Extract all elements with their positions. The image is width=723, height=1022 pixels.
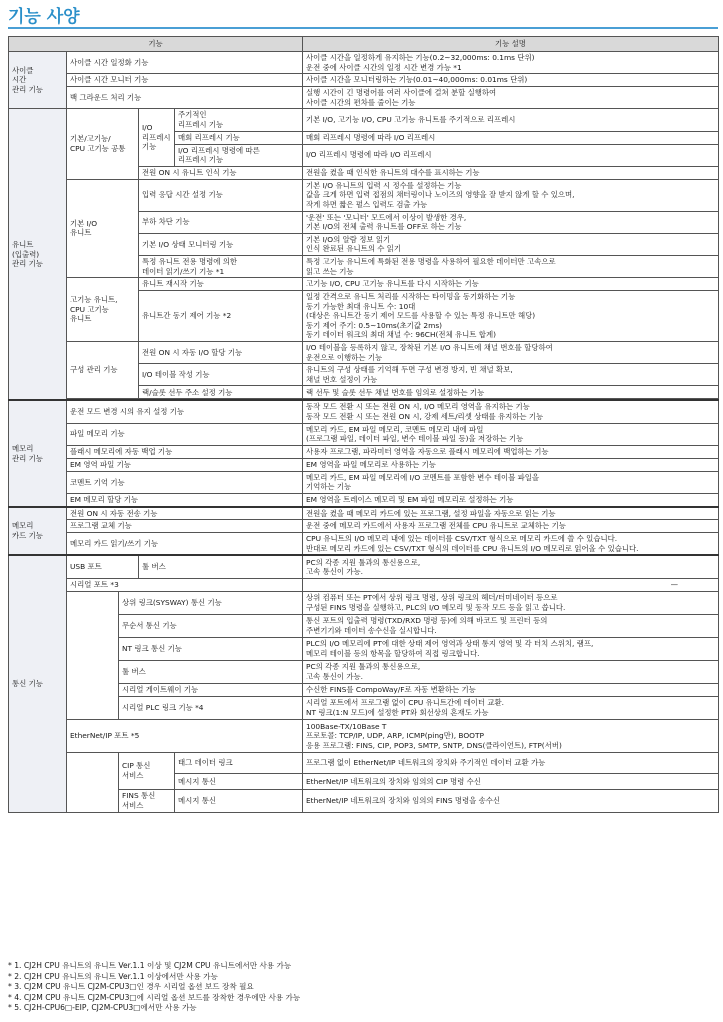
function-desc: 시리얼 포트에서 프로그램 없이 CPU 유니트간에 데이터 교환. NT 링크(1:N 모드)에 설정한 PT와 회선상의 혼재도 가능	[303, 696, 719, 719]
function-desc: '운전' 또는 '모니터' 모드에서 이상이 발생한 경우, 기본 I/O의 전체 출력 유니트를 OFF로 하는 기능	[303, 211, 719, 233]
table-header-row	[9, 37, 719, 52]
function-desc: 기본 I/O 유니트의 입력 시 정수를 설정하는 기능 값을 크게 하면 입력 접점의 채터링이나 노이즈의 영향을 잘 받지 않게 할 수 있으며, 작게 하면 짧은 펄스 입력도 검출 가능	[303, 179, 719, 211]
function-label: 태그 데이터 링크	[175, 752, 303, 773]
table-row	[9, 555, 719, 578]
function-desc: 고기능 I/O, CPU 고기능 유니트를 다시 시작하는 기능	[303, 278, 719, 291]
table-row	[9, 109, 719, 131]
function-desc: PLC의 I/O 메모리에 PT에 대한 상태 제어 영역과 상태 통지 영역 및 각 터치 스위치, 램프, 메모리 테이블 등의 항목을 할당하여 직접 링크합니다.	[303, 637, 719, 660]
function-label: 사이클 시간 일정화 기능	[67, 52, 303, 74]
function-label: 코멘트 기억 기능	[67, 471, 303, 493]
function-label: NT 링크 통신 기능	[119, 637, 303, 660]
function-label: 부하 차단 기능	[139, 211, 303, 233]
table-row	[9, 342, 719, 364]
function-sublabel: 툴 버스	[139, 555, 303, 578]
title-underline	[8, 27, 718, 29]
function-desc: 상위 컴퓨터 또는 PT에서 상위 링크 명령, 상위 링크의 헤더/터미네이터 등으로 구성된 FINS 명령을 실행하고, PLC의 I/O 메모리 및 동작 모드 등을 읽고 씁니다.	[303, 591, 719, 614]
function-desc: 전원을 켰을 때 메모리 카드에 있는 프로그램, 설정 파일을 자동으로 읽는 기능	[303, 507, 719, 520]
function-desc: EM 영역을 트레이스 메모리 및 EM 파일 메모리로 설정하는 기능	[303, 494, 719, 507]
function-desc: CPU 유니트의 I/O 메모리 내에 있는 데이터를 CSV/TXT 형식으로 메모리 카드에 쓸 수 있습니다. 반대로 메모리 카드에 있는 CSV/TXT 형식의 데이터를 CPU 유니트의 I/O 메모리로 읽어올 수 있습니다.	[303, 533, 719, 556]
function-label: 시리얼 PLC 링크 기능 *4	[119, 696, 303, 719]
function-label: 파일 메모리 기능	[67, 423, 303, 445]
function-label: 시리얼 게이트웨이 기능	[119, 683, 303, 696]
function-desc: 메모리 카드, EM 파일 메모리, 코멘트 메모리 내에 파일 (프로그램 파일, 데이터 파일, 변수 테이블 파일 등)을 저장하는 기능	[303, 423, 719, 445]
function-desc: 매회 리프레시 명령에 따라 I/O 리프레시	[303, 131, 719, 144]
function-desc: 기본 I/O의 알람 정보 읽기 인식 완료된 유니트의 수 읽기	[303, 233, 719, 255]
table-row	[9, 578, 719, 591]
function-desc: 전원을 켰을 때 인식한 유니트의 대수를 표시하는 기능	[303, 166, 719, 179]
function-spec-table	[8, 36, 719, 813]
function-desc: PC의 각종 지원 툴과의 통신용으로, 고속 통신이 가능.	[303, 660, 719, 683]
function-desc: 100Base-TX/10Base T 프로토콜: TCP/IP, UDP, ARP, ICMP(ping만), BOOTP 응용 프로그램: FINS, CIP, POP3, SMTP, SNTP, DNS(클라이언트), FTP(서버)	[303, 719, 719, 752]
function-label: 상위 링크(SYSWAY) 통신 기능	[119, 591, 303, 614]
table-row	[9, 533, 719, 556]
footnotes	[8, 961, 718, 1014]
function-label: EM 영역 파일 기능	[67, 458, 303, 471]
function-desc: 랙 선두 및 슬롯 선두 채널 번호를 임의로 설정하는 기능	[303, 386, 719, 399]
table-row	[9, 74, 719, 87]
function-label: 기본 I/O 상태 모니터링 기능	[139, 233, 303, 255]
function-desc: 일정 간격으로 유니트 처리를 시작하는 타이밍을 동기화하는 기능 동기 가능한 최대 유니트 수: 10대 (대상은 유니트간 동기 제어 모드를 사용할 수 있는 특정 유니트만 해당) 동기 제어 주기: 0.5~10ms(초기값 2ms) 동기 데이터 워크의 최대 채널 수: 96CH(전체 유니트 합계)	[303, 291, 719, 342]
subcategory-basic-io: 기본 I/O 유니트	[67, 179, 139, 277]
table-row	[9, 507, 719, 520]
subcategory-config: 구성 관리 기능	[67, 342, 139, 399]
footnote: * 3. CJ2M CPU 유니트 CJ2M-CPU3□인 경우 시리얼 옵션 보드 장착 필요	[8, 982, 254, 991]
indent-cell	[67, 752, 119, 812]
function-label: 프로그램 교체 기능	[67, 520, 303, 533]
header-description: 기능 설명	[303, 37, 719, 52]
function-label: 전원 ON 시 자동 전송 기능	[67, 507, 303, 520]
table-row	[9, 445, 719, 458]
indent-cell	[67, 591, 119, 719]
subcategory-special: 고기능 유니트, CPU 고기능 유니트	[67, 278, 139, 342]
table-row	[9, 520, 719, 533]
cip-service-group: CIP 통신 서비스	[119, 752, 175, 789]
category-memory-card: 메모리 카드 기능	[9, 507, 67, 556]
function-label: 시리얼 포트 *3	[67, 578, 303, 591]
function-desc: 메모리 카드, EM 파일 메모리에 I/O 코멘트를 포함한 변수 테이블 파일을 기억하는 기능	[303, 471, 719, 493]
function-desc: PC의 각종 지원 툴과의 통신용으로, 고속 통신이 가능.	[303, 555, 719, 578]
function-label: 메시지 통신	[175, 773, 303, 789]
function-desc: 사용자 프로그램, 파라미터 영역을 자동으로 플래시 메모리에 백업하는 기능	[303, 445, 719, 458]
footnote: * 5. CJ2H-CPU6□-EIP, CJ2M-CPU3□에서만 사용 가능	[8, 1003, 197, 1012]
table-row	[9, 719, 719, 752]
function-desc: EtherNet/IP 네트워크의 장치와 임의의 FINS 명령을 송수신	[303, 789, 719, 812]
function-label: 전원 ON 시 유니트 인식 기능	[139, 166, 303, 179]
function-label: 유니트간 동기 제어 기능 *2	[139, 291, 303, 342]
function-desc: I/O 테이블을 등록하지 않고, 장착된 기본 I/O 유니트에 채널 번호를 할당하여 운전으로 이행하는 기능	[303, 342, 719, 364]
function-desc: 동작 모드 전환 시 또는 전원 ON 시, I/O 메모리 영역을 유지하는 기능 동작 모드 전환 시 또는 전원 ON 시, 강제 세트/리셋 상태를 유지하는 기능	[303, 400, 719, 423]
function-desc: 실행 시간이 긴 명령어를 여러 사이클에 걸쳐 분할 실행하여 사이클 시간의 편차를 줄이는 기능	[303, 87, 719, 109]
function-label: 플래시 메모리에 자동 백업 기능	[67, 445, 303, 458]
table-row	[9, 752, 719, 773]
function-desc: EtherNet/IP 네트워크의 장치와 임의의 CIP 명령 수신	[303, 773, 719, 789]
fins-service-group: FINS 통신 서비스	[119, 789, 175, 812]
category-communication: 통신 기능	[9, 555, 67, 812]
function-desc: 통신 포트의 입출력 명령(TXD/RXD 명령 등)에 의해 바코드 및 프린터 등의 주변기기와 데이터 송수신을 실시합니다.	[303, 614, 719, 637]
table-row	[9, 278, 719, 291]
function-label: 운전 모드 변경 시의 유지 설정 기능	[67, 400, 303, 423]
table-row	[9, 494, 719, 507]
function-desc: 수신한 FINS를 CompoWay/F로 자동 변환하는 기능	[303, 683, 719, 696]
function-desc: —	[303, 578, 719, 591]
function-label: 유니트 재시작 기능	[139, 278, 303, 291]
function-desc: 특정 고기능 유니트에 특화된 전용 명령을 사용하여 필요한 데이터만 고속으로 읽고 쓰는 기능	[303, 255, 719, 277]
function-label: USB 포트	[67, 555, 139, 578]
function-desc: 사이클 시간을 일정하게 유지하는 기능(0.2~32,000ms: 0.1ms 단위) 운전 중에 사이클 시간의 일정 시간 변경 가능 *1	[303, 52, 719, 74]
header-function: 기능	[9, 37, 303, 52]
function-label: 랙/슬롯 선두 주소 설정 기능	[139, 386, 303, 399]
subcategory-common: 기본/고기능/ CPU 고기능 공통	[67, 109, 139, 179]
function-label: I/O 테이블 작성 기능	[139, 364, 303, 386]
function-label: 전원 ON 시 자동 I/O 할당 기능	[139, 342, 303, 364]
function-label: 특정 유니트 전용 명령에 의한 데이터 읽기/쓰기 기능 *1	[139, 255, 303, 277]
footnote: * 2. CJ2H CPU 유니트의 유니트 Ver.1.1 이상에서만 사용 가능	[8, 971, 218, 981]
table-row	[9, 179, 719, 211]
function-desc: EM 영역을 파일 메모리로 사용하는 기능	[303, 458, 719, 471]
function-label: 입력 응답 시간 설정 기능	[139, 179, 303, 211]
function-desc: 프로그램 없이 EtherNet/IP 네트워크의 장치와 주기적인 데이터 교환 가능	[303, 752, 719, 773]
function-label: I/O 리프레시 명령에 따른 리프레시 기능	[175, 144, 303, 166]
function-label: EtherNet/IP 포트 *5	[67, 719, 303, 752]
table-row	[9, 423, 719, 445]
category-cycle: 사이클 시간 관리 기능	[9, 52, 67, 109]
function-desc: 기본 I/O, 고기능 I/O, CPU 고기능 유니트를 주기적으로 리프레시	[303, 109, 719, 131]
io-refresh-group: I/O 리프레시 기능	[139, 109, 175, 166]
function-desc: I/O 리프레시 명령에 따라 I/O 리프레시	[303, 144, 719, 166]
page-title: 기능 사양	[8, 7, 80, 27]
function-label: 메모리 카드 읽기/쓰기 기능	[67, 533, 303, 556]
function-label: 매회 리프레시 기능	[175, 131, 303, 144]
table-row	[9, 52, 719, 74]
function-label: 무순서 통신 기능	[119, 614, 303, 637]
category-unit: 유니트 (입출력) 관리 기능	[9, 109, 67, 401]
function-label: EM 메모리 할당 기능	[67, 494, 303, 507]
function-label: 툴 버스	[119, 660, 303, 683]
function-desc: 운전 중에 메모리 카드에서 사용자 프로그램 전체를 CPU 유니트로 교체하는 기능	[303, 520, 719, 533]
category-memory: 메모리 관리 기능	[9, 400, 67, 506]
function-desc: 사이클 시간을 모니터링하는 기능(0.01~40,000ms: 0.01ms 단위)	[303, 74, 719, 87]
footnote: * 1. CJ2H CPU 유니트의 유니트 Ver.1.1 이상 및 CJ2M CPU 유니트에서만 사용 가능	[8, 961, 292, 970]
table-row	[9, 458, 719, 471]
function-label: 메시지 통신	[175, 789, 303, 812]
table-row	[9, 471, 719, 493]
function-label: 백 그라운드 처리 기능	[67, 87, 303, 109]
footnote: * 4. CJ2M CPU 유니트 CJ2M-CPU3□에 시리얼 옵션 보드를 장착한 경우에만 사용 가능	[8, 992, 301, 1002]
table-row	[9, 400, 719, 423]
function-label: 사이클 시간 모니터 기능	[67, 74, 303, 87]
function-label: 주기적인 리프레시 기능	[175, 109, 303, 131]
table-row	[9, 591, 719, 614]
table-row	[9, 87, 719, 109]
function-desc: 유니트의 구성 상태를 기억해 두면 구성 변경 방지, 빈 채널 확보, 채널 번호 설정이 가능	[303, 364, 719, 386]
